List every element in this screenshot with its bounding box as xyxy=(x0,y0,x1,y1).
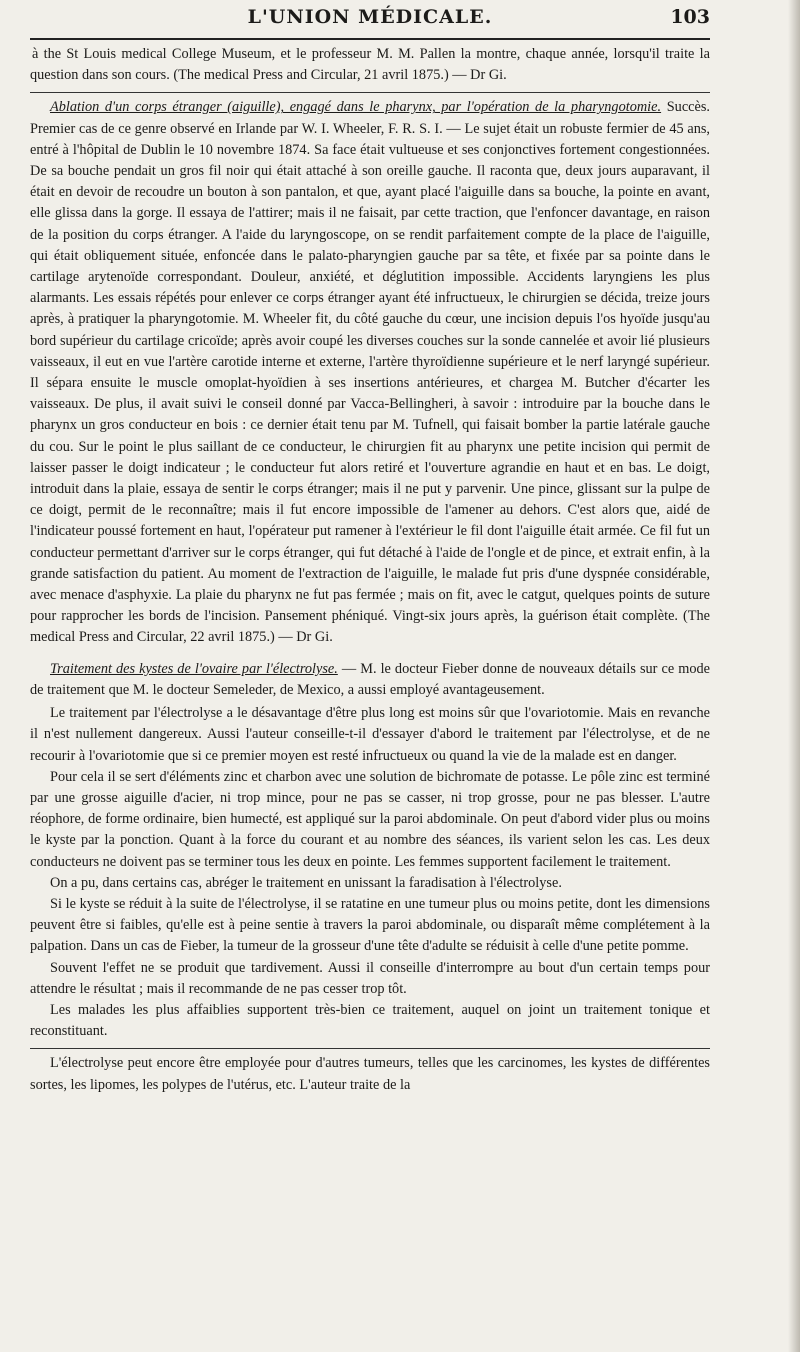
section-divider xyxy=(30,92,710,93)
paragraph-electrolysis-5: Souvent l'effet ne se produit que tardivement. Aussi il conseille d'interrompre au bout d'un certain temps pour attendre le résultat ; mais il recommande de ne pas cesser trop tôt. xyxy=(30,959,710,997)
page-edge-shadow xyxy=(788,0,800,1352)
section-title-electrolysis: Traitement des kystes de l'ovaire par l'électrolyse. xyxy=(50,660,338,677)
section-title-pharyngotomy: Ablation d'un corps étranger (aiguille), engagé dans le pharynx, par l'opération de la pharyngotomie. xyxy=(50,99,662,116)
paragraph-electrolysis-3: On a pu, dans certains cas, abréger le traitement en unissant la faradisation à l'électrolyse. xyxy=(50,874,562,891)
running-title: L'UNION MÉDICALE. xyxy=(247,6,493,28)
section-electrolysis xyxy=(30,659,710,701)
paragraph-electrolysis-2: Pour cela il se sert d'éléments zinc et charbon avec une solution de bichromate de potasse. Le pôle zinc est terminé par une grosse aiguille d'acier, ni trop mince, pour ne pas se casser, ni trop grosse, pour ne pas blesser. L'autre réophore, de forme ordinaire, bien humecté, est appliqué sur la paroi abdominale. On peut d'abord vider plus ou moins le kyste par la ponction. Quant à la force du courant et au nombre des séances, ils varient selon les cas. Les deux conducteurs ne doivent pas se terminer tous les deux en pointe. Les femmes supportent facilement le traitement. xyxy=(30,768,710,870)
page-number: 103 xyxy=(670,6,710,28)
header-rule xyxy=(30,38,710,40)
paragraph-electrolysis-7: L'électrolyse peut encore être employée pour d'autres tumeurs, telles que les carcinomes, les kystes de différentes sortes, les lipomes, les polypes de l'utérus, etc. L'auteur traite de la xyxy=(30,1055,710,1093)
paragraph-electrolysis-6: Les malades les plus affaiblies supportent très-bien ce traitement, auquel on joint un traitement tonique et reconstituant. xyxy=(30,1001,710,1040)
paragraph-divider xyxy=(30,1048,710,1049)
section-body-pharyngotomy: Succès. Premier cas de ce genre observé en Irlande par W. I. Wheeler, F. R. S. I. — Le sujet était un robuste fermier de 45 ans, entré à l'hôpital de Dublin le 10 novembre 1874. Sa face était vultueuse et ses conjonctives fortement congestionnées. De sa bouche pendait un gros fil noir qui était attaché à son oreille gauche. Il raconta que, deux jours auparavant, il était en devoir de recoudre un bouton à son pantalon, et que, ayant placé l'aiguille dans sa bouche, la pointe en avant, elle glissa dans la gorge. Il essaya de l'attirer; mais il ne faisait, par cette traction, que l'enfoncer davantage, en raison de la position du corps étranger. A l'aide du laryngoscope, on se rendit parfaitement compte de la place de l'aiguille, qui était obliquement située, enfoncée dans le palato-pharyngien gauche par sa tête, et fixée par sa pointe dans le cartilage arytenoïde correspondant. Douleur, anxiété, et déglutition impossible. Accidents laryngiens les plus alarmants. Les essais répétés pour enlever ce corps étranger ayant été infructueux, le chirurgien se décida, treize jours après, à pratiquer la pharyngotomie. M. Wheeler fit, du côté gauche du cœur, une incision depuis l'os hyoïde jusqu'au bord supérieur du cartilage cricoïde; après avoir coupé les diverses couches sur la sonde cannelée et avoir lié plusieurs vaisseaux, il eut en vue l'artère carotide interne et externe, l'artère thyroïdienne supérieure et le nerf laryngé supérieur. Il sépara ensuite le muscle omoplat-hyoïdien à ses insertions antérieures, et chargea M. Butcher d'écarter les vaisseaux. De plus, il avait suivi le conseil donné par Vacca-Bellingheri, à savoir : introduire par la bouche dans le pharynx un gros conducteur en bois : ce dernier était tenu par M. Tufnell, qui faisait bomber la partie latérale gauche du cou. Sur le point le plus saillant de ce conducteur, le chirurgien fit au pharynx une petite incision qui permit de laisser passer le doigt indicateur ; le conducteur fut alors retiré et l'ouverture agrandie en haut et en bas. Le doigt, introduit dans la plaie, essaya de sentir le corps étranger; mais il ne put y parvenir. Une pince, glissant sur la pulpe de ce doigt, permit de le reconnaître; mais il fut encore impossible de l'amener au dehors. C'est alors que, aidé de l'indicateur poussé fortement en haut, l'opérateur put ramener à l'extérieur le fil dont l'aiguille était armée. Ce fil fut un conducteur permettant d'arriver sur le corps étranger, qui fut détaché à l'aide de l'ongle et de pince, et extrait enfin, à la grande satisfaction du patient. Au moment de l'extraction de l'aiguille, le malade fut pris d'une dyspnée considérable, avec menace d'asphyxie. La plaie du pharynx ne fut pas fermée ; mais on fit, avec le catgut, quelques points de suture pour rapprocher les bords de l'incision. Pansement phéniqué. Vingt-six jours après, la guérison était complète. (The medical Press and Circular, 22 avril 1875.) — Dr Gi. xyxy=(30,99,710,646)
section-pharyngotomy xyxy=(30,97,710,648)
section-gap xyxy=(30,649,710,659)
electrolysis-paragraphs xyxy=(30,703,710,1096)
paragraph-electrolysis-1: Le traitement par l'électrolyse a le désavantage d'être plus long est moins sûr que l'ovariotomie. Mais en revanche il n'est nullement dangereux. Aussi l'auteur conseille-t-il d'essayer d'abord le traitement par l'électrolyse, et de ne recourir à l'ovariotomie que si ce premier moyen est resté infructueux ou quand la vie de la malade est en danger. xyxy=(30,705,710,764)
paragraph-previous-article-end: à the St Louis medical College Museum, et le professeur M. M. Pallen la montre, chaque année, lorsqu'il traite la question dans son cours. (The medical Press and Circular, 21 avril 1875.) — Dr Gi. xyxy=(30,46,710,84)
section-intro-electrolysis: — M. le docteur Fieber donne de nouveaux détails sur ce mode de traitement que M. le docteur Semeleder, de Mexico, a aussi employé avantageusement. xyxy=(30,660,710,698)
running-head xyxy=(30,4,710,34)
article-body xyxy=(30,44,710,1096)
paragraph-electrolysis-4: Si le kyste se réduit à la suite de l'électrolyse, il se ratatine en une tumeur plus ou moins petite, dont les dimensions peuvent être si faibles, qu'elle est à peine sentie à travers la paroi abdominale, ou disparaît même complétement à la palpation. Dans un cas de Fieber, la tumeur de la grosseur d'une tête d'adulte se réduisit à celle d'une petite pomme. xyxy=(30,895,710,955)
